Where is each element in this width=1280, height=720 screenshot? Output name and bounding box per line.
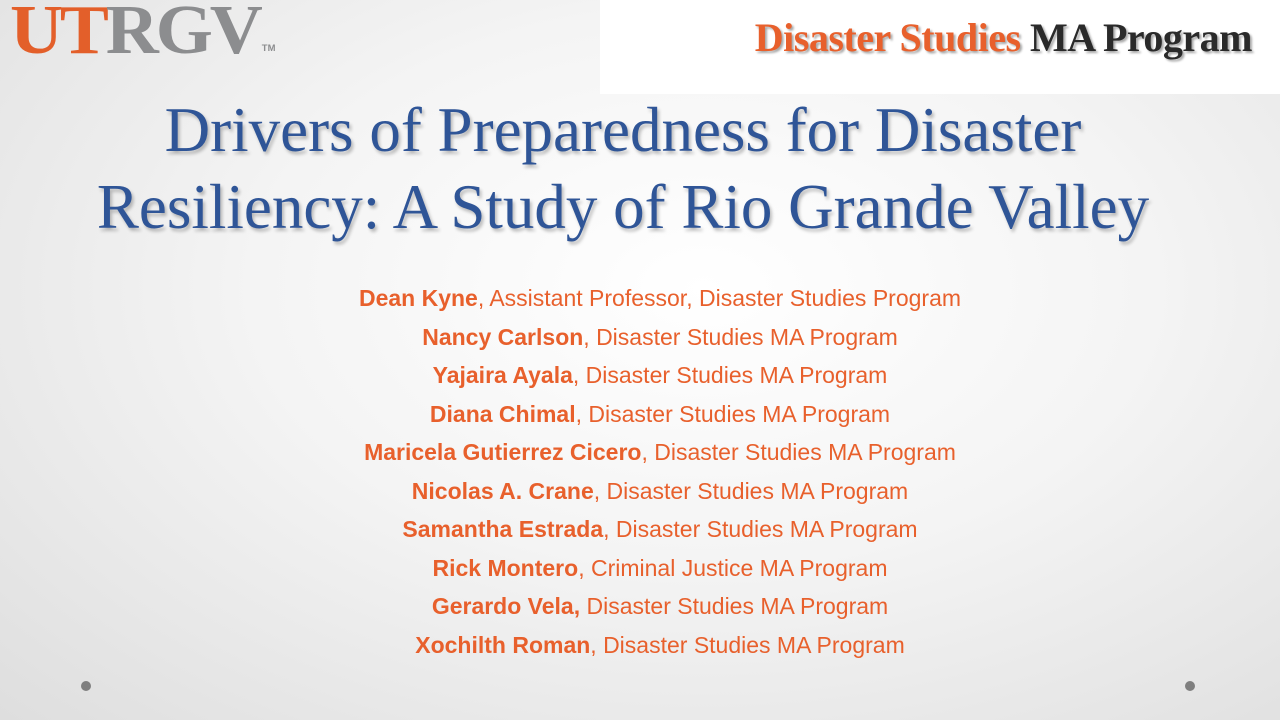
slide-title — [0, 92, 1246, 246]
slide-dot-left-decoration — [81, 681, 91, 691]
logo-trademark: TM — [261, 43, 276, 53]
author-row — [0, 549, 1280, 588]
author-row — [0, 587, 1280, 626]
logo-ut: UT — [10, 0, 106, 69]
program-title-part2: MA Program — [1030, 15, 1252, 60]
slide-title-line1: Drivers of Preparedness for Disaster — [164, 95, 1082, 165]
slide-title-line2: Resiliency: A Study of Rio Grande Valley — [96, 172, 1150, 242]
author-affiliation: , Disaster Studies MA Program — [603, 516, 918, 542]
author-name: Maricela Gutierrez Cicero — [364, 439, 642, 465]
author-affiliation: , Disaster Studies MA Program — [590, 631, 905, 658]
author-row — [0, 626, 1280, 665]
author-affiliation: , Disaster Studies MA Program — [575, 400, 891, 427]
author-row — [0, 356, 1280, 395]
logo-rgv: RGV — [105, 0, 260, 69]
author-affiliation: , Criminal Justice MA Program — [578, 554, 888, 581]
author-name: Yajaira Ayala — [432, 362, 573, 388]
author-name: Nancy Carlson — [422, 323, 584, 350]
author-affiliation: , Disaster Studies MA Program — [583, 323, 898, 350]
author-row — [0, 395, 1280, 434]
author-affiliation: , Disaster Studies MA Program — [572, 362, 888, 388]
author-list — [0, 279, 1280, 664]
program-title — [755, 14, 1252, 61]
author-name: Dean Kyne — [358, 285, 478, 311]
author-affiliation: , Assistant Professor, Disaster Studies Program — [477, 285, 962, 311]
author-name: Diana Chimal — [429, 400, 576, 427]
program-title-part1: Disaster Studies — [754, 15, 1021, 60]
author-name: Xochilth Roman — [415, 631, 591, 658]
author-row — [0, 318, 1280, 357]
author-row — [0, 433, 1280, 472]
author-row — [0, 472, 1280, 511]
utrgv-logo — [10, 0, 276, 69]
author-affiliation: Disaster Studies MA Program — [580, 593, 889, 619]
author-affiliation: , Disaster Studies MA Program — [593, 477, 909, 504]
author-name: Samantha Estrada — [402, 516, 604, 542]
author-name: Gerardo Vela, — [431, 593, 581, 619]
author-row — [0, 279, 1280, 318]
author-name: Nicolas A. Crane — [411, 477, 594, 504]
slide-dot-right-decoration — [1185, 681, 1195, 691]
author-name: Rick Montero — [432, 554, 579, 581]
author-affiliation: , Disaster Studies MA Program — [641, 439, 956, 465]
author-row — [0, 510, 1280, 549]
